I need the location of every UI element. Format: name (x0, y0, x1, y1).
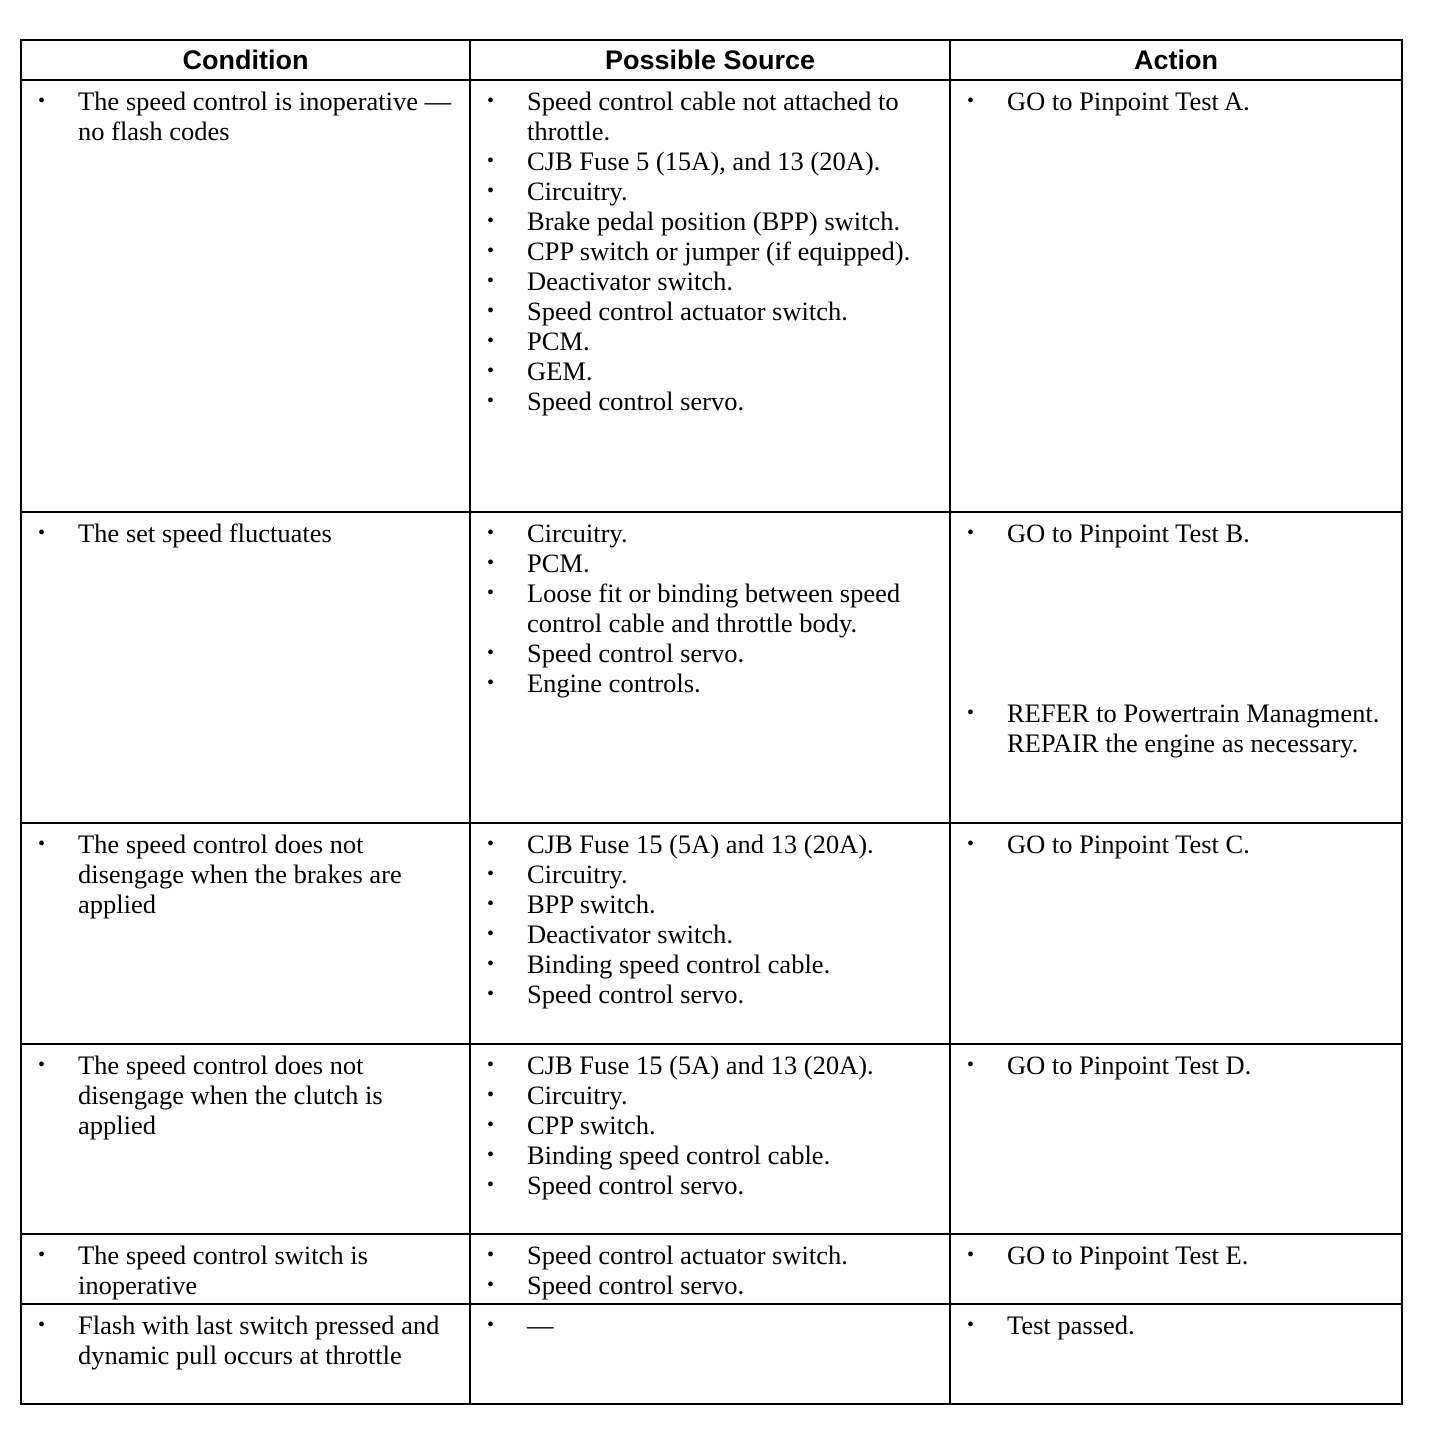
source-item: • PCM. (477, 548, 943, 578)
source-item: • Speed control actuator switch. (477, 1240, 943, 1270)
source-item: • Speed control servo. (477, 979, 943, 1009)
source-item: • Speed control servo. (477, 1170, 943, 1200)
source-item: • CJB Fuse 15 (5A) and 13 (20A). (477, 829, 943, 859)
source-item: • Speed control actuator switch. (477, 296, 943, 326)
source-item: • Binding speed control cable. (477, 1140, 943, 1170)
action-cell (950, 512, 1402, 823)
source-item: • CPP switch or jumper (if equipped). (477, 236, 943, 266)
source-cell (470, 1044, 950, 1234)
condition-cell (21, 1044, 470, 1234)
action-cell (950, 1234, 1402, 1304)
source-item: • Circuitry. (477, 176, 943, 206)
source-item: • Speed control servo. (477, 638, 943, 668)
table-row (21, 512, 1402, 823)
source-item: • Speed control servo. (477, 1270, 943, 1300)
table-header-row (21, 40, 1402, 80)
action-item: • GO to Pinpoint Test E. (957, 1240, 1395, 1270)
diagnosis-table (20, 39, 1403, 1405)
action-cell (950, 1304, 1402, 1404)
table-row (21, 1044, 1402, 1234)
source-item: • Engine controls. (477, 668, 943, 698)
source-item: • Deactivator switch. (477, 266, 943, 296)
header-condition: Condition (21, 40, 470, 80)
condition-cell (21, 80, 470, 512)
table-row (21, 1304, 1402, 1404)
source-cell (470, 1234, 950, 1304)
source-item: • Speed control cable not attached to throttle. (477, 86, 943, 146)
condition-item: • Flash with last switch pressed and dynamic pull occurs at throttle (28, 1310, 463, 1370)
source-item: • CPP switch. (477, 1110, 943, 1140)
source-cell (470, 512, 950, 823)
source-cell (470, 1304, 950, 1404)
condition-item: • The speed control does not disengage when the clutch is applied (28, 1050, 463, 1140)
source-item: • Deactivator switch. (477, 919, 943, 949)
table-row (21, 823, 1402, 1044)
source-cell (470, 80, 950, 512)
condition-cell (21, 823, 470, 1044)
source-cell (470, 823, 950, 1044)
source-item: • GEM. (477, 356, 943, 386)
source-item: • CJB Fuse 15 (5A) and 13 (20A). (477, 1050, 943, 1080)
source-item: • BPP switch. (477, 889, 943, 919)
action-item: • GO to Pinpoint Test B. (957, 518, 1395, 548)
condition-item: • The speed control is inoperative — no flash codes (28, 86, 463, 146)
condition-cell (21, 512, 470, 823)
action-cell (950, 823, 1402, 1044)
source-item: • Circuitry. (477, 1080, 943, 1110)
source-item: • Speed control servo. (477, 386, 943, 416)
action-item: • GO to Pinpoint Test A. (957, 86, 1395, 116)
condition-cell (21, 1234, 470, 1304)
source-item: • Brake pedal position (BPP) switch. (477, 206, 943, 236)
source-item: • Circuitry. (477, 859, 943, 889)
action-item: • REFER to Powertrain Managment. REPAIR the engine as necessary. (957, 698, 1395, 758)
source-item: • Binding speed control cable. (477, 949, 943, 979)
header-action: Action (950, 40, 1402, 80)
source-item: • Loose fit or binding between speed control cable and throttle body. (477, 578, 943, 638)
source-item: • Circuitry. (477, 518, 943, 548)
action-cell (950, 1044, 1402, 1234)
table-row (21, 1234, 1402, 1304)
condition-item: • The speed control switch is inoperative (28, 1240, 463, 1300)
source-item: • CJB Fuse 5 (15A), and 13 (20A). (477, 146, 943, 176)
spacer (957, 548, 1395, 698)
action-item: • Test passed. (957, 1310, 1395, 1340)
action-item: • GO to Pinpoint Test D. (957, 1050, 1395, 1080)
condition-item: • The set speed fluctuates (28, 518, 463, 548)
condition-item: • The speed control does not disengage when the brakes are applied (28, 829, 463, 919)
condition-cell (21, 1304, 470, 1404)
header-possible-source: Possible Source (470, 40, 950, 80)
action-item: • GO to Pinpoint Test C. (957, 829, 1395, 859)
source-item: • PCM. (477, 326, 943, 356)
action-cell (950, 80, 1402, 512)
table-row (21, 80, 1402, 512)
source-item: • — (477, 1310, 943, 1340)
